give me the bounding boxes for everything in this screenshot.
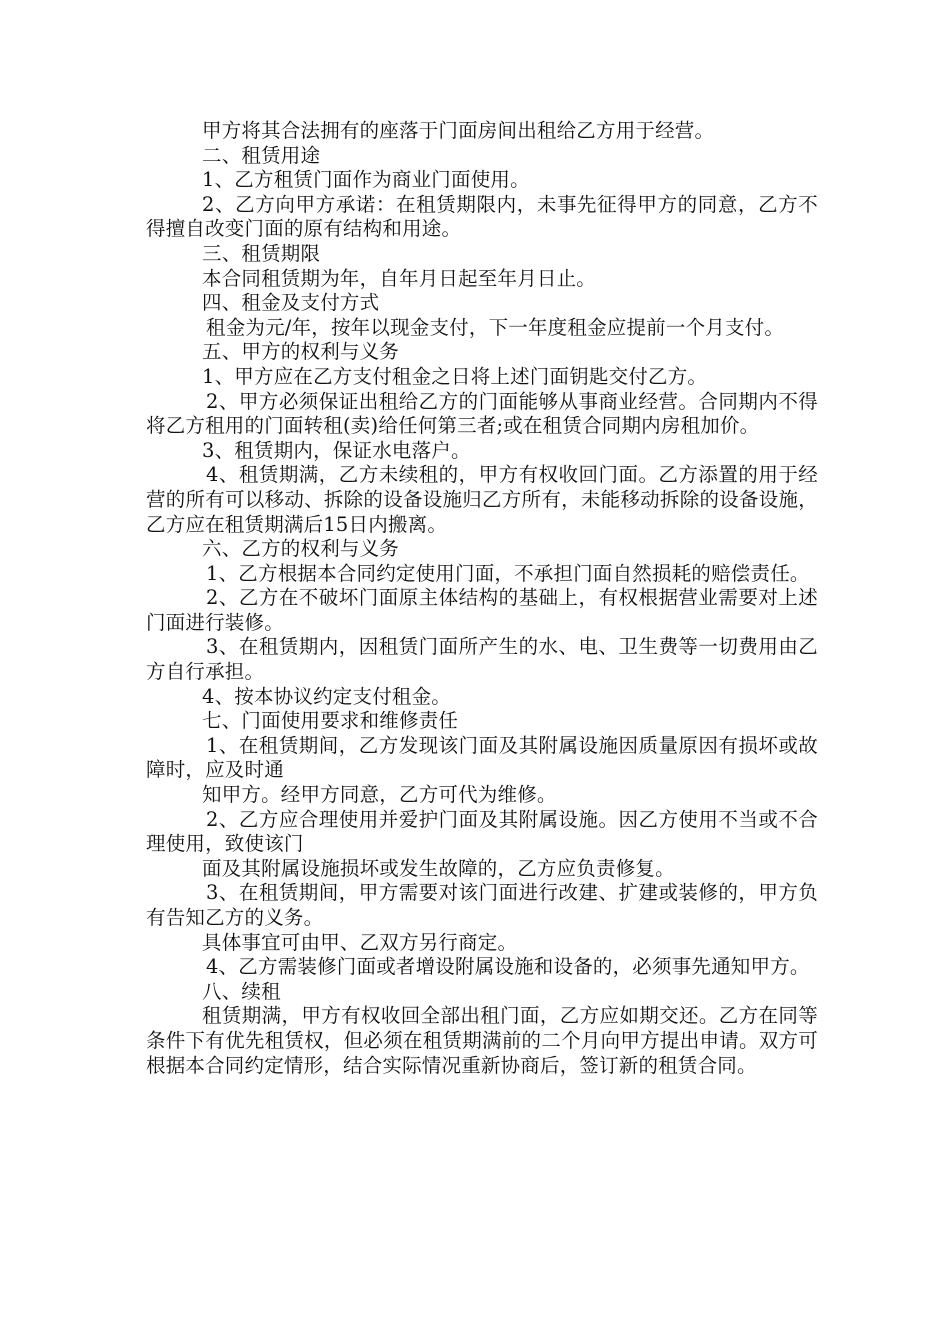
paragraph: 2、甲方必须保证出租给乙方的门面能够从事商业经营。合同期内不得将乙方租用的门面转租(卖)给任何第三者;或在租赁合同期内房租加价。 <box>146 389 818 438</box>
section-heading: 二、租赁用途 <box>202 143 321 167</box>
paragraph: 3、在租赁期内，因租赁门面所产生的水、电、卫生费等一切费用由乙方自行承担。 <box>146 635 818 684</box>
paragraph: 1、甲方应在乙方支付租金之日将上述门面钥匙交付乙方。 <box>202 364 708 388</box>
paragraph: 2、乙方应合理使用并爱护门面及其附属设施。因乙方使用不当或不合理使用，致使该门 <box>146 807 818 856</box>
paragraph: 1、在租赁期间，乙方发现该门面及其附属设施因质量原因有损坏或故障时，应及时通 <box>146 733 818 782</box>
paragraph: 3、租赁期内，保证水电落户。 <box>202 438 471 462</box>
section-heading: 五、甲方的权利与义务 <box>202 340 400 364</box>
paragraph: 4、租赁期满，乙方未续租的，甲方有权收回门面。乙方添置的用于经营的所有可以移动、拆除的设备设施归乙方所有，未能移动拆除的设备设施，乙方应在租赁期满后15日内搬离。 <box>146 463 818 536</box>
document-body <box>146 119 818 1078</box>
paragraph: 知甲方。经甲方同意，乙方可代为维修。 <box>202 783 557 807</box>
paragraph: 1、乙方租赁门面作为商业门面使用。 <box>202 168 530 192</box>
paragraph: 甲方将其合法拥有的座落于门面房间出租给乙方用于经营。 <box>202 119 715 142</box>
paragraph: 2、乙方向甲方承诺：在租赁期限内，未事先征得甲方的同意，乙方不得擅自改变门面的原有结构和用途。 <box>146 192 818 241</box>
paragraph: 租金为元/年，按年以现金支付，下一年度租金应提前一个月支付。 <box>206 315 785 339</box>
paragraph: 1、乙方根据本合同约定使用门面，不承担门面自然损耗的赔偿责任。 <box>206 561 810 585</box>
paragraph: 4、乙方需装修门面或者增设附属设施和设备的，必须事先通知甲方。 <box>206 955 810 979</box>
section-heading: 六、乙方的权利与义务 <box>202 537 400 561</box>
section-heading: 四、租金及支付方式 <box>202 291 380 315</box>
section-heading: 七、门面使用要求和维修责任 <box>202 709 459 733</box>
paragraph: 租赁期满，甲方有权收回全部出租门面，乙方应如期交还。乙方在同等条件下有优先租赁权，但必须在租赁期满前的二个月向甲方提出申请。双方可根据本合同约定情形，结合实际情况重新协商后，签订新的租赁合同。 <box>146 1004 818 1077</box>
paragraph: 2、乙方在不破坏门面原主体结构的基础上，有权根据营业需要对上述门面进行装修。 <box>146 586 818 634</box>
section-heading: 三、租赁期限 <box>202 241 321 265</box>
section-heading: 八、续租 <box>202 979 281 1003</box>
paragraph: 4、按本协议约定支付租金。 <box>202 684 452 708</box>
paragraph: 3、在租赁期间，甲方需要对该门面进行改建、扩建或装修的，甲方负有告知乙方的义务。 <box>146 881 818 929</box>
paragraph: 面及其附属设施损坏或发生故障的，乙方应负责修复。 <box>202 856 675 880</box>
paragraph: 具体事宜可由甲、乙双方另行商定。 <box>202 930 518 954</box>
paragraph: 本合同租赁期为年，自年月日起至年月日止。 <box>202 266 597 290</box>
